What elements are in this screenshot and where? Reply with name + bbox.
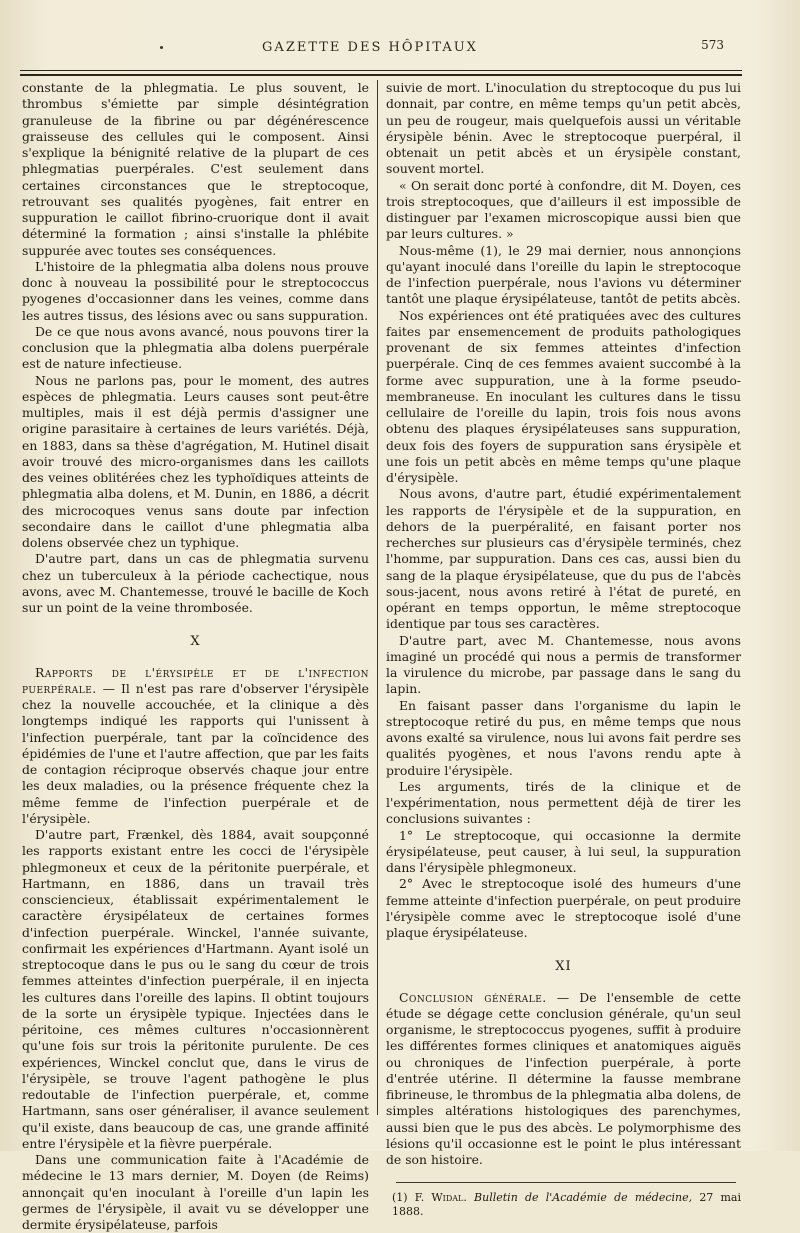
section-x-intro	[22, 665, 369, 828]
left-column	[22, 80, 369, 1232]
footnote-marker: (1) F.	[392, 1191, 432, 1205]
paragraph: Nous-même (1), le 29 mai dernier, nous annonçions qu'ayant inoculé dans l'oreille du lapin le streptocoque de l'infection puerpérale, nous l'avions vu déterminer tantôt une plaque érysipélateuse, tantôt de petits abcès.	[386, 242, 741, 307]
paragraph: Nous avons, d'autre part, étudié expérimentalement les rapports de l'érysipèle et de la suppuration, en dehors de la puerpéralité, en faisant porter nos recherches sur plusieurs cas d'érysipèle terminés, chez l'homme, par suppuration. Dans ces cas, aussi bien du sang de la plaque érysipélateuse, que du pus de l'abcès sous-jacent, nous avons retiré à l'état de pureté, en opérant en temps opportun, le même streptocoque identique par tous ses caractères.	[386, 486, 741, 632]
paragraph: Dans une communication faite à l'Académie de médecine le 13 mars dernier, M. Doyen (de Reims) annonçait qu'en inoculant à l'oreille d'un lapin les germes de l'érysipèle, il avait vu se développer une dermite érysipélateuse, parfois	[22, 1152, 369, 1232]
section-x-title: Rapports de l'érysipèle et de l'infection puerpérale.	[22, 664, 369, 696]
header-rule-thin	[20, 70, 742, 71]
paragraph: L'histoire de la phlegmatia alba dolens nous prouve donc à nouveau la possibilité pour le streptococcus pyogenes d'occasionner dans les veines, comme dans les autres tissus, des lésions avec ou sans suppuration.	[22, 258, 369, 323]
running-title: GAZETTE DES HÔPITAUX	[262, 40, 478, 55]
paragraph: « On serait donc porté à confondre, dit M. Doyen, ces trois streptocoques, que d'ailleurs il est impossible de distinguer par l'examen microscopique aussi bien que par leurs cultures. »	[386, 177, 741, 242]
conclusion-item-2: 2° Avec le streptocoque isolé des humeurs d'une femme atteinte d'infection puerpérale, on peut produire l'érysipèle comme avec le streptocoque isolé d'une plaque érysipélateuse.	[386, 876, 741, 940]
right-column	[386, 80, 742, 1219]
paragraph: D'autre part, avec M. Chantemesse, nous avons imaginé un procédé qui nous a permis de transformer la virulence du microbe, par passage dans le sang du lapin.	[386, 632, 741, 697]
footnote-journal: Bulletin de l'Académie de médecine,	[474, 1191, 693, 1205]
paragraph: En faisant passer dans l'organisme du lapin le streptocoque retiré du pus, en même temps que nous avons exalté sa virulence, nous lui avons fait perdre ses qualités pyogènes, et nous l'avons rendu apte à produire l'érysipèle.	[386, 697, 741, 778]
footnote	[392, 1191, 741, 1219]
conclusion-item-1: 1° Le streptocoque, qui occasionne la dermite érysipélateuse, peut causer, à lui seul, la suppuration dans l'érysipèle phlegmoneux.	[386, 827, 741, 875]
section-xi-text-block	[386, 990, 741, 1169]
section-x-text: — Il n'est pas rare d'observer l'érysipèle chez la nouvelle accouchée, et la clinique a dès longtemps indiqué les rapports qui l'unissent à l'infection puerpérale, tant par la coïncidence des épidémies de l'une et l'autre affection, que par les faits de contagion réciproque observés chaque jour entre les deux maladies, ou la présence fréquente chez la même femme de l'infection puerpérale et de l'érysipèle.	[22, 680, 369, 826]
footnote-date: 27 mai 1888.	[392, 1191, 742, 1219]
footnote-rule	[396, 1182, 736, 1183]
section-xi-title: Conclusion générale.	[399, 989, 547, 1005]
running-head	[0, 40, 800, 64]
paragraph: D'autre part, dans un cas de phlegmatia survenu chez un tuberculeux à la période cachectique, nous avons, avec M. Chantemesse, trouvé le bacille de Koch sur un point de la veine thrombosée.	[22, 551, 369, 615]
page-number: 573	[701, 38, 724, 52]
paragraph: suivie de mort. L'inoculation du streptocoque du pus lui donnait, par contre, en même temps qu'un petit abcès, un peu de rougeur, mais quelquefois aussi un véritable érysipèle bénin. Avec le streptocoque puerpéral, il obtenait un petit abcès et un érysipèle constant, souvent mortel.	[386, 80, 741, 177]
column-divider	[377, 80, 378, 1115]
paragraph: Nos expériences ont été pratiquées avec des cultures faites par ensemencement de produits pathologiques provenant de six femmes atteintes d'infection puerpérale. Cinq de ces femmes avaient succombé à la forme avec suppuration, une à la forme pseudo-membraneuse. En inoculant les cultures dans le tissu cellulaire de l'oreille du lapin, trois fois nous avons obtenu des plaques érysipélateuses sans suppuration, deux fois des foyers de suppuration sans érysipèle et une fois un petit abcès en même temps qu'une plaque d'érysipèle.	[386, 307, 741, 485]
header-rule-thick	[20, 74, 742, 76]
section-number-xi: XI	[555, 959, 572, 975]
paragraph: Nous ne parlons pas, pour le moment, des autres espèces de phlegmatia. Leurs causes sont peut-être multiples, mais il est déjà permis d'assigner une origine parasitaire à certaines de leurs variétés. Déjà, en 1883, dans sa thèse d'agrégation, M. Hutinel disait avoir trouvé des micro-organismes dans les caillots des veines oblitérées chez les typhoïdiques atteints de phlegmatia alba dolens, et M. Dunin, en 1886, a décrit des microcoques venus sans doute par infection secondaire dans le caillot d'une phlegmatia alba dolens observée chez un typhique.	[22, 372, 369, 550]
footnote-author: Widal.	[431, 1191, 467, 1205]
paragraph: D'autre part, Frænkel, dès 1884, avait soupçonné les rapports existant entre les cocci de l'érysipèle phlegmoneux et ceux de la péritonite puerpérale, et Hartmann, en 1886, dans un travail très consciencieux, établissait expérimentalement le caractère érysipélateux de certaines formes d'infection puerpérale. Winckel, l'année suivante, confirmait les expériences d'Hartmann. Ayant isolé un streptocoque dans le pus ou le sang du cœur de trois femmes atteintes d'infection puerpérale, il en injecta les cultures dans l'oreille des lapins. Il obtint toujours de la sorte un érysipèle typique. Injectées dans le péritoine, ces mêmes cultures n'occasionnèrent qu'une fois sur trois la péritonite purulente. De ces expériences, Winckel conclut que, dans le virus de l'érysipèle, se trouve l'agent pathogène le plus redoutable de l'infection puerpérale, et, comme Hartmann, sans oser généraliser, il avance seulement qu'il existe, dans beaucoup de cas, une grande affinité entre l'érysipèle et la fièvre puerpérale.	[22, 827, 369, 1151]
section-xi-text: — De l'ensemble de cette étude se dégage cette conclusion générale, qu'un seul organisme, le streptococcus pyogenes, suffit à produire les différentes formes cliniques et anatomiques aiguës ou chroniques de l'infection puerpérale, à porte d'entrée utérine. Il détermine la fausse membrane fibrineuse, le thrombus de la phlegmatia alba dolens, de simples altérations histologiques des parenchymes, aussi bien que le pus des abcès. Le polymorphisme des lésions qu'il occasionne est le point le plus intéressant de son histoire.	[386, 989, 741, 1167]
paragraph: De ce que nous avons avancé, nous pouvons tirer la conclusion que la phlegmatia alba dolens puerpérale est de nature infectieuse.	[22, 323, 369, 372]
paragraph: Les arguments, tirés de la clinique et de l'expérimentation, nous permettent déjà de tirer les conclusions suivantes :	[386, 778, 741, 827]
section-number-x: X	[190, 634, 201, 650]
paragraph: constante de la phlegmatia. Le plus souvent, le thrombus s'émiette par simple désintégration granuleuse de la fibrine ou par dégénérescence graisseuse des cellules qui le composent. Ainsi s'explique la bénignité relative de la plupart de ces phlegmatias puerpérales. C'est seulement dans certaines circonstances que le streptocoque, retrouvant ses qualités pyogènes, fait entrer en suppuration le caillot fibrino-cruorique dont il avait déterminé la formation ; ainsi s'installe la phlébite suppurée avec toutes ses conséquences.	[22, 80, 369, 258]
